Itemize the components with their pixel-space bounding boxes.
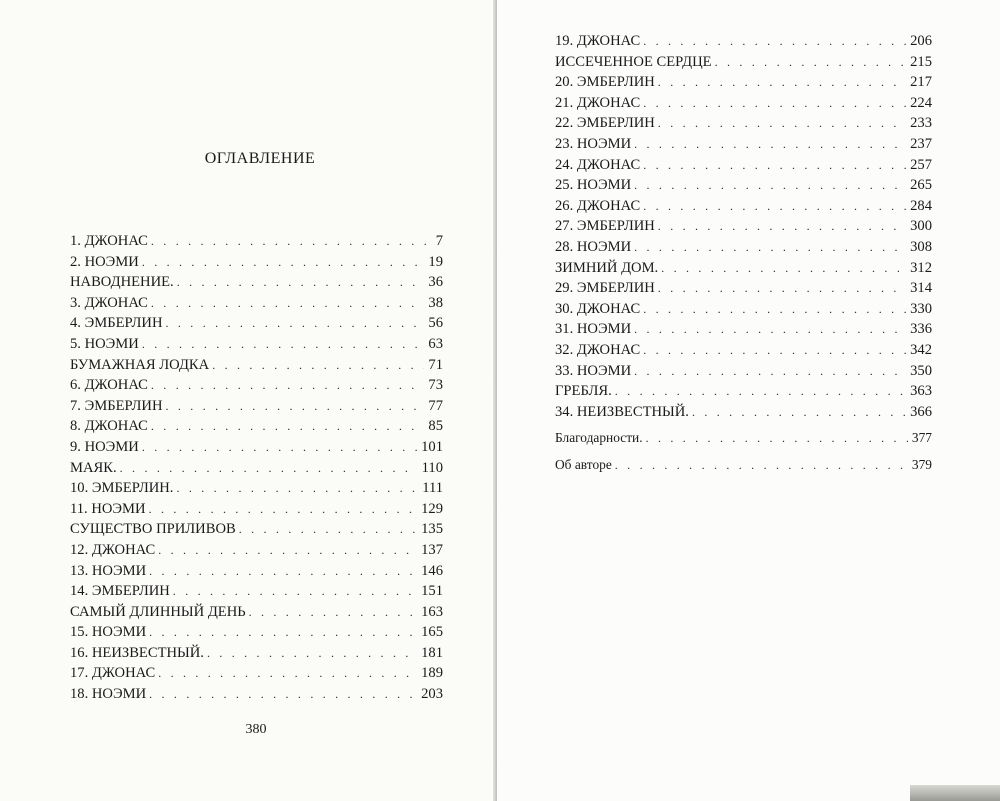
toc-entry-page: 163 — [421, 603, 443, 620]
toc-entry — [555, 342, 932, 363]
toc-entry-title: 32. ДЖОНАС — [555, 341, 641, 358]
toc-entry — [555, 260, 932, 281]
dot-leader — [643, 96, 906, 111]
toc-entry-title: 13. НОЭМИ — [70, 562, 147, 579]
toc-entry-page: 101 — [421, 438, 443, 455]
toc-entry — [70, 624, 443, 645]
toc-entry-title: СУЩЕСТВО ПРИЛИВОВ — [70, 521, 236, 538]
toc-entry-page: 314 — [910, 280, 932, 297]
toc-entry-page: 19 — [428, 253, 443, 270]
toc-entry-title: 14. ЭМБЕРЛИН — [70, 583, 170, 600]
toc-entry-page: 300 — [910, 218, 932, 235]
dot-leader — [207, 646, 417, 661]
dot-leader — [212, 358, 424, 373]
dot-leader — [176, 481, 418, 496]
toc-entry-page: 237 — [910, 135, 932, 152]
toc-entry-title: Благодарности. — [555, 430, 643, 446]
toc-entry-title: 3. ДЖОНАС — [70, 294, 148, 311]
toc-entry-page: 308 — [910, 238, 932, 255]
dot-leader — [634, 137, 906, 152]
dot-leader — [658, 281, 906, 296]
dot-leader — [166, 399, 425, 414]
toc-entry-title: 8. ДЖОНАС — [70, 418, 148, 435]
toc-entry-page: 363 — [910, 383, 932, 400]
toc-entry — [70, 686, 443, 707]
toc-entry — [70, 480, 443, 501]
toc-entry-title: 26. ДЖОНАС — [555, 197, 641, 214]
toc-entry-title: 19. ДЖОНАС — [555, 33, 641, 49]
toc-entry — [70, 604, 443, 625]
dot-leader — [634, 322, 906, 337]
dot-leader — [149, 502, 418, 517]
toc-entry-page: 215 — [910, 53, 932, 70]
toc-entry — [555, 33, 932, 54]
toc-entry-title: 18. НОЭМИ — [70, 686, 147, 703]
toc-entry — [70, 439, 443, 460]
toc-entry-page: 38 — [428, 294, 443, 311]
toc-entry-page: 206 — [910, 33, 932, 49]
toc-entry-page: 342 — [910, 341, 932, 358]
toc-entry — [555, 321, 932, 342]
toc-entry-page: 379 — [911, 456, 932, 472]
toc-entry-title: 4. ЭМБЕРЛИН — [70, 315, 163, 332]
toc-entry-title: 2. НОЭМИ — [70, 253, 139, 270]
toc-entry-title: ЗИМНИЙ ДОМ. — [555, 259, 659, 276]
page-number: 380 — [245, 722, 267, 737]
toc-entry — [555, 177, 932, 198]
toc-entry-title: 11. НОЭМИ — [70, 500, 146, 517]
toc-entry-title: 10. ЭМБЕРЛИН. — [70, 480, 174, 497]
dot-leader — [151, 296, 425, 311]
toc-entry-title: 28. НОЭМИ — [555, 238, 632, 255]
dot-leader — [151, 378, 425, 393]
toc-extra-entry — [555, 457, 932, 478]
dot-leader — [634, 364, 906, 379]
toc-entry-title: 7. ЭМБЕРЛИН — [70, 397, 163, 414]
dot-leader — [239, 522, 417, 537]
toc-entry-title: 5. НОЭМИ — [70, 335, 139, 352]
toc-entry-title: БУМАЖНАЯ ЛОДКА — [70, 356, 210, 373]
toc-entry-title: 29. ЭМБЕРЛИН — [555, 280, 655, 297]
toc-entry — [555, 218, 932, 239]
dot-leader — [166, 316, 425, 331]
dot-leader — [158, 543, 417, 558]
toc-entry-title: 9. НОЭМИ — [70, 438, 139, 455]
toc-entry-page: 77 — [428, 397, 443, 414]
toc-entry — [555, 239, 932, 260]
toc-entry — [555, 198, 932, 219]
dot-leader — [661, 261, 906, 276]
toc-entry-page: 330 — [910, 300, 932, 317]
dot-leader — [120, 461, 418, 476]
toc-entry — [70, 336, 443, 357]
toc-entry — [70, 295, 443, 316]
toc-entry — [70, 357, 443, 378]
page-fold-shadow — [910, 785, 1000, 801]
toc-entry-page: 312 — [910, 259, 932, 276]
toc-entry-page: 63 — [428, 335, 443, 352]
toc-entry — [555, 404, 932, 425]
toc-entry-page: 265 — [910, 177, 932, 194]
toc-entry — [70, 665, 443, 686]
toc-entry-page: 203 — [421, 686, 443, 703]
toc-entry — [555, 95, 932, 116]
dot-leader — [634, 240, 906, 255]
toc-entry — [555, 74, 932, 95]
toc-entry — [555, 383, 932, 404]
toc-entry-page: 36 — [428, 274, 443, 291]
toc-entry — [555, 157, 932, 178]
toc-entry-page: 377 — [911, 430, 932, 446]
toc-entry-title: 30. ДЖОНАС — [555, 300, 641, 317]
toc-entry — [555, 363, 932, 384]
dot-leader — [173, 584, 417, 599]
toc-entry-page: 7 — [435, 233, 443, 249]
toc-entry-title: ГРЕБЛЯ. — [555, 383, 612, 400]
toc-entry — [70, 274, 443, 295]
dot-leader — [658, 75, 906, 90]
toc-title: ОГЛАВЛЕНИЕ — [204, 150, 316, 167]
toc-entry-page: 85 — [428, 418, 443, 435]
dot-leader — [643, 199, 906, 214]
toc-entry — [70, 501, 443, 522]
toc-entry-title: 12. ДЖОНАС — [70, 541, 156, 558]
toc-entry-title: ИССЕЧЕННОЕ СЕРДЦЕ — [555, 53, 712, 70]
toc-entry-title: 33. НОЭМИ — [555, 362, 632, 379]
toc-entry-page: 217 — [910, 74, 932, 91]
toc-entry-page: 165 — [421, 624, 443, 641]
toc-entry-page: 366 — [910, 403, 932, 420]
dot-leader — [142, 440, 417, 455]
toc-entry-page: 336 — [910, 321, 932, 338]
toc-entry-title: 15. НОЭМИ — [70, 624, 147, 641]
toc-entry-title: 34. НЕИЗВЕСТНЫЙ. — [555, 403, 689, 420]
toc-entry — [555, 115, 932, 136]
toc-entry-page: 151 — [421, 583, 443, 600]
dot-leader — [658, 116, 906, 131]
dot-leader — [149, 564, 417, 579]
toc-entry — [70, 377, 443, 398]
toc-entry-title: 17. ДЖОНАС — [70, 665, 156, 682]
left-page — [0, 0, 497, 801]
dot-leader — [149, 625, 417, 640]
toc-entry-title: НАВОДНЕНИЕ. — [70, 274, 174, 291]
dot-leader — [142, 337, 425, 352]
toc-entry-title: 21. ДЖОНАС — [555, 94, 641, 111]
toc-entry-page: 146 — [421, 562, 443, 579]
toc-entry-title: МАЯК. — [70, 459, 117, 476]
dot-leader — [151, 419, 425, 434]
dot-leader — [142, 255, 425, 270]
toc-entry-page: 110 — [421, 459, 443, 476]
toc-entry — [70, 460, 443, 481]
dot-leader — [692, 405, 906, 420]
toc-entry — [70, 398, 443, 419]
toc-entry-page: 73 — [428, 377, 443, 394]
toc-entry-title: 22. ЭМБЕРЛИН — [555, 115, 655, 132]
toc-entry-page: 137 — [421, 541, 443, 558]
toc-entry — [70, 254, 443, 275]
toc-entry — [70, 542, 443, 563]
toc-entry-page: 224 — [910, 94, 932, 111]
dot-leader — [151, 234, 432, 249]
dot-leader — [149, 687, 417, 702]
toc-entry — [70, 563, 443, 584]
toc-list-right — [555, 33, 932, 477]
dot-leader — [658, 219, 906, 234]
toc-entry — [70, 521, 443, 542]
toc-entry-page: 129 — [421, 500, 443, 517]
toc-entry-page: 111 — [422, 480, 443, 497]
toc-entry-title: САМЫЙ ДЛИННЫЙ ДЕНЬ — [70, 603, 246, 620]
toc-entry-page: 189 — [421, 665, 443, 682]
dot-leader — [643, 34, 906, 49]
toc-entry-title: 25. НОЭМИ — [555, 177, 632, 194]
toc-entry — [555, 136, 932, 157]
toc-entry — [70, 418, 443, 439]
toc-entry — [70, 583, 443, 604]
toc-entry — [555, 301, 932, 322]
dot-leader — [646, 431, 908, 446]
toc-entry-title: 24. ДЖОНАС — [555, 156, 641, 173]
toc-entry-page: 135 — [421, 521, 443, 538]
toc-entry — [70, 645, 443, 666]
toc-entry-page: 181 — [421, 644, 443, 661]
toc-entry-title: 27. ЭМБЕРЛИН — [555, 218, 655, 235]
dot-leader — [177, 275, 425, 290]
dot-leader — [615, 458, 908, 473]
toc-entry-page: 233 — [910, 115, 932, 132]
dot-leader — [715, 55, 907, 70]
dot-leader — [643, 343, 906, 358]
toc-entry — [70, 233, 443, 254]
toc-entry-page: 71 — [428, 356, 443, 373]
toc-entry-title: Об авторе — [555, 456, 612, 472]
toc-entry-page: 56 — [428, 315, 443, 332]
toc-entry-title: 1. ДЖОНАС — [70, 233, 148, 249]
dot-leader — [615, 384, 906, 399]
toc-entry — [70, 315, 443, 336]
dot-leader — [634, 178, 906, 193]
dot-leader — [643, 302, 906, 317]
dot-leader — [643, 158, 906, 173]
dot-leader — [158, 666, 417, 681]
toc-entry-page: 350 — [910, 362, 932, 379]
toc-entry-title: 16. НЕИЗВЕСТНЫЙ. — [70, 644, 204, 661]
toc-entry — [555, 280, 932, 301]
toc-entry-title: 20. ЭМБЕРЛИН — [555, 74, 655, 91]
toc-extra-entry — [555, 430, 932, 451]
toc-entry-page: 284 — [910, 197, 932, 214]
toc-entry-title: 23. НОЭМИ — [555, 135, 632, 152]
toc-list-left — [70, 233, 443, 707]
dot-leader — [249, 605, 418, 620]
toc-entry-title: 6. ДЖОНАС — [70, 377, 148, 394]
toc-entry — [555, 54, 932, 75]
toc-entry-page: 257 — [910, 156, 932, 173]
toc-entry-title: 31. НОЭМИ — [555, 321, 632, 338]
